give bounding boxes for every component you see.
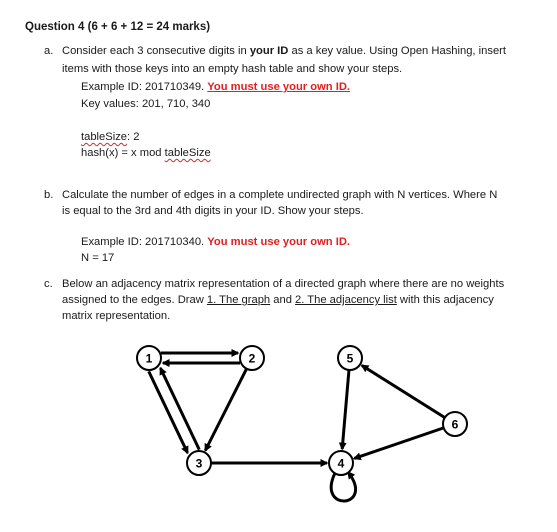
part-a-key-values: Key values: 201, 710, 340 bbox=[81, 98, 211, 110]
part-c-line-3: matrix representation. bbox=[62, 310, 171, 322]
node-3-label: 3 bbox=[195, 456, 203, 471]
part-a-line-1: Consider each 3 consecutive digits in your ID as a key value. Using Open Hashing, insert bbox=[62, 45, 507, 57]
part-a-marker: a. bbox=[44, 45, 54, 57]
part-b-example: Example ID: 201710340. You must use your own ID. bbox=[81, 236, 351, 248]
node-2 bbox=[240, 346, 264, 370]
node-1 bbox=[137, 346, 161, 370]
question-title: Question 4 (6 + 6 + 12 = 24 marks) bbox=[25, 21, 211, 33]
edge-4-to-4 bbox=[331, 472, 355, 501]
part-a-hash-function: hash(x) = x mod tableSize bbox=[81, 147, 211, 159]
node-3 bbox=[187, 451, 211, 475]
edge-6-to-5 bbox=[362, 365, 445, 417]
part-b-line-2: is equal to the 3rd and 4th digits in your ID. Show your steps. bbox=[62, 205, 364, 217]
part-a-line-2: items with those keys into an empty hash table and show your steps. bbox=[62, 63, 403, 75]
node-4-label: 4 bbox=[337, 456, 345, 471]
part-b-n-value: N = 17 bbox=[81, 252, 115, 264]
node-6-label: 6 bbox=[451, 417, 459, 432]
part-a-warning: You must use your own ID. bbox=[207, 81, 351, 93]
part-b-warning: You must use your own ID. bbox=[207, 236, 351, 248]
node-5-label: 5 bbox=[346, 351, 354, 366]
edge-5-to-4 bbox=[342, 370, 349, 449]
part-c-line-1: Below an adjacency matrix representation of a directed graph where there are no weights bbox=[62, 278, 505, 290]
node-6 bbox=[443, 412, 467, 436]
node-5 bbox=[338, 346, 362, 370]
part-b-marker: b. bbox=[44, 189, 54, 201]
part-c-line-2: assigned to the edges. Draw 1. The graph and 2. The adjacency list with this adjacency bbox=[62, 294, 494, 306]
part-a-table-size: tableSize: 2 bbox=[81, 131, 140, 143]
edge-2-to-3 bbox=[205, 369, 246, 451]
part-b-line-1: Calculate the number of edges in a complete undirected graph with N vertices. Where N bbox=[62, 189, 498, 201]
node-1-label: 1 bbox=[145, 351, 153, 366]
part-a-example: Example ID: 201710349. You must use your own ID. bbox=[81, 81, 351, 93]
node-2-label: 2 bbox=[248, 351, 256, 366]
edge-6-to-4 bbox=[354, 428, 443, 459]
node-4 bbox=[329, 451, 353, 475]
part-c-marker: c. bbox=[44, 278, 53, 290]
